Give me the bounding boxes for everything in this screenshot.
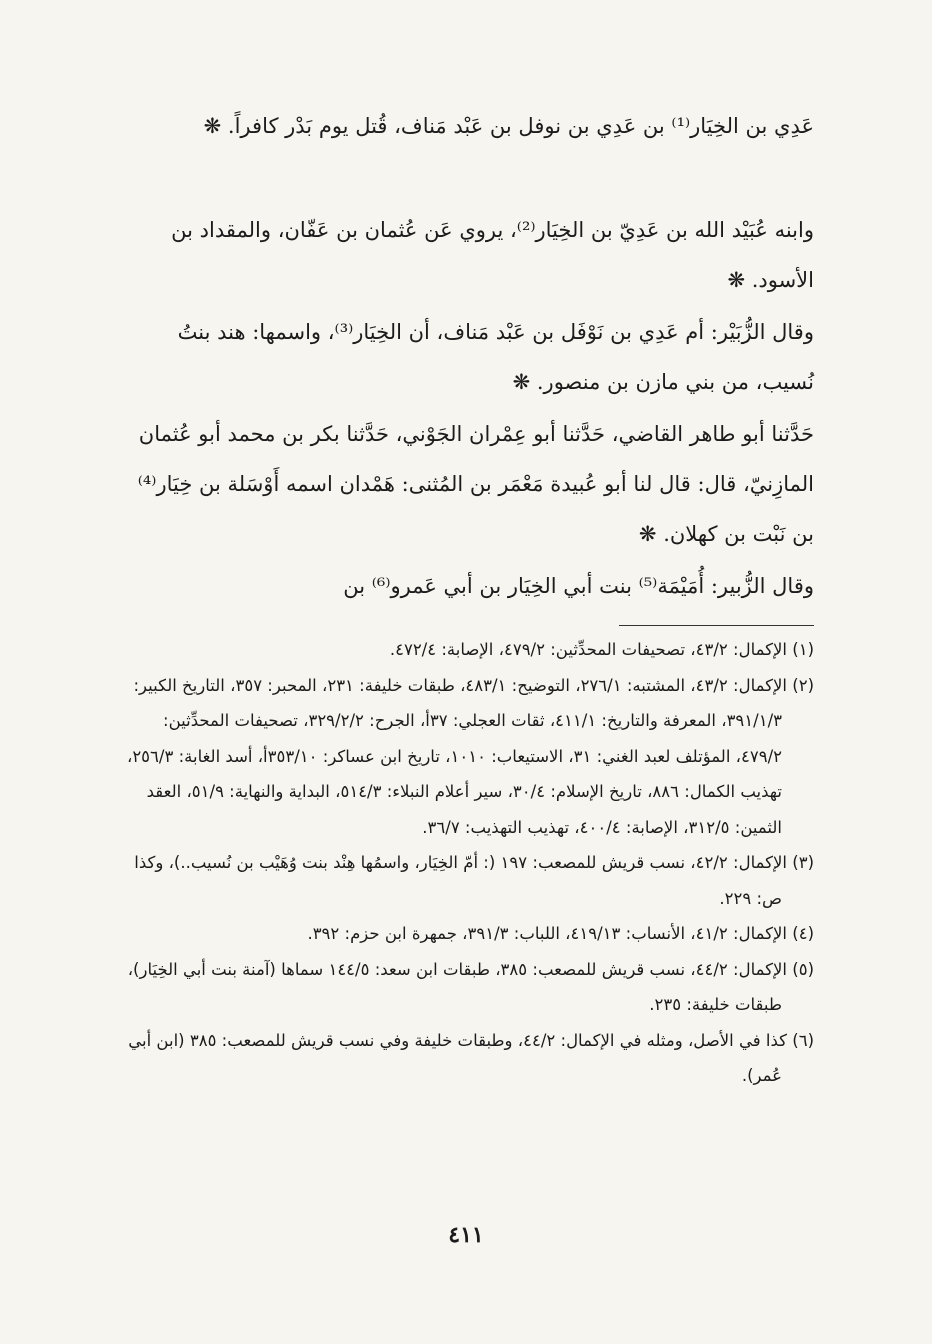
footnote: (٢) الإكمال: ٤٣/٢، المشتبه: ٢٧٦/١، التوضيح: ٤٨٣/١، طبقات خليفة: ٢٣١، المحبر: ٣٥٧، التاريخ الكبير: ٣٩١/١/٣، المعرفة والتاريخ: ٤١١/١، ثقات العجلي: ٣٧أ، الجرح: ٣٢٩/٢/٢، تصحيفات المحدِّثين: ٤٧٩/٢، المؤتلف لعبد الغني: ٣١، الاستيعاب: ١٠١٠، تاريخ ابن عساكر: ٣٥٣/١٠أ، أسد الغابة: ٢٥٦/٣، تهذيب الكمال: ٨٨٦، تاريخ الإسلام: ٣٠/٤، سير أعلام النبلاء: ٥١٤/٣، البداية والنهاية: ٥١/٩، العقد الثمين: ٣١٢/٥، الإصابة: ٤٠٠/٤، تهذيب التهذيب: ٣٦/٧.: [126, 675, 814, 837]
footnotes: [122, 632, 814, 1094]
footnote: (٥) الإكمال: ٤٤/٢، نسب قريش للمصعب: ٣٨٥، طبقات ابن سعد: ١٤٤/٥ سماها (آمنة بنت أبي الخِيَار)، طبقات خليفة: ٢٣٥.: [127, 959, 814, 1014]
footnote: (١) الإكمال: ٤٣/٢، تصحيفات المحدِّثين: ٤٧٩/٢، الإصابة: ٤٧٢/٤.: [389, 640, 814, 659]
footnote-separator: [619, 625, 814, 626]
footnote: (٣) الإكمال: ٤٢/٢، نسب قريش للمصعب: ١٩٧ (: أمّ الخِيَار، واسمُها هِنْد بنت وُهَيْب بن نُسيب..)، وكذا ص: ٢٢٩.: [134, 853, 814, 908]
paragraph: وقال الزُّبير: أُمَيْمَة⁽⁵⁾ بنت أبي الخِيَار بن أبي عَمرو⁽⁶⁾ بن: [343, 574, 814, 598]
paragraph: وقال الزُّبَيْر: أم عَدِي بن نَوْفَل بن عَبْد مَناف، أن الخِيَار⁽³⁾، واسمها: هند بنتُ نُسيب، من بني مازن بن منصور. ❋: [177, 320, 814, 394]
footnote: (٤) الإكمال: ٤١/٢، الأنساب: ٤١٩/١٣، اللباب: ٣٩١/٣، جمهرة ابن حزم: ٣٩٢.: [307, 924, 814, 943]
footnote: (٦) كذا في الأصل، ومثله في الإكمال: ٤٤/٢، وطبقات خليفة وفي نسب قريش للمصعب: ٣٨٥ (ابن أبي عُمر).: [128, 1030, 814, 1085]
paragraph: حَدَّثنا أبو طاهر القاضي، حَدَّثنا أبو عِمْران الجَوْني، حَدَّثنا بكر بن محمد أبو عُثمان المازِنيّ، قال: قال لنا أبو عُبيدة مَعْمَر بن المُثنى: هَمْدان اسمه أَوْسَلة بن خِيَار⁽⁴⁾ بن نَبْت بن كهلان. ❋: [137, 422, 814, 546]
paragraph: عَدِي بن الخِيَار⁽¹⁾ بن عَدِي بن نوفل بن عَبْد مَناف، قُتل يوم بَدْر كافراً. ❋: [203, 114, 814, 138]
page-number: ٤١١: [448, 1222, 484, 1248]
paragraph: وابنه عُبَيْد الله بن عَدِيّ بن الخِيَار⁽²⁾، يروي عَن عُثمان بن عَفّان، والمقداد بن الأسود. ❋: [171, 218, 814, 292]
